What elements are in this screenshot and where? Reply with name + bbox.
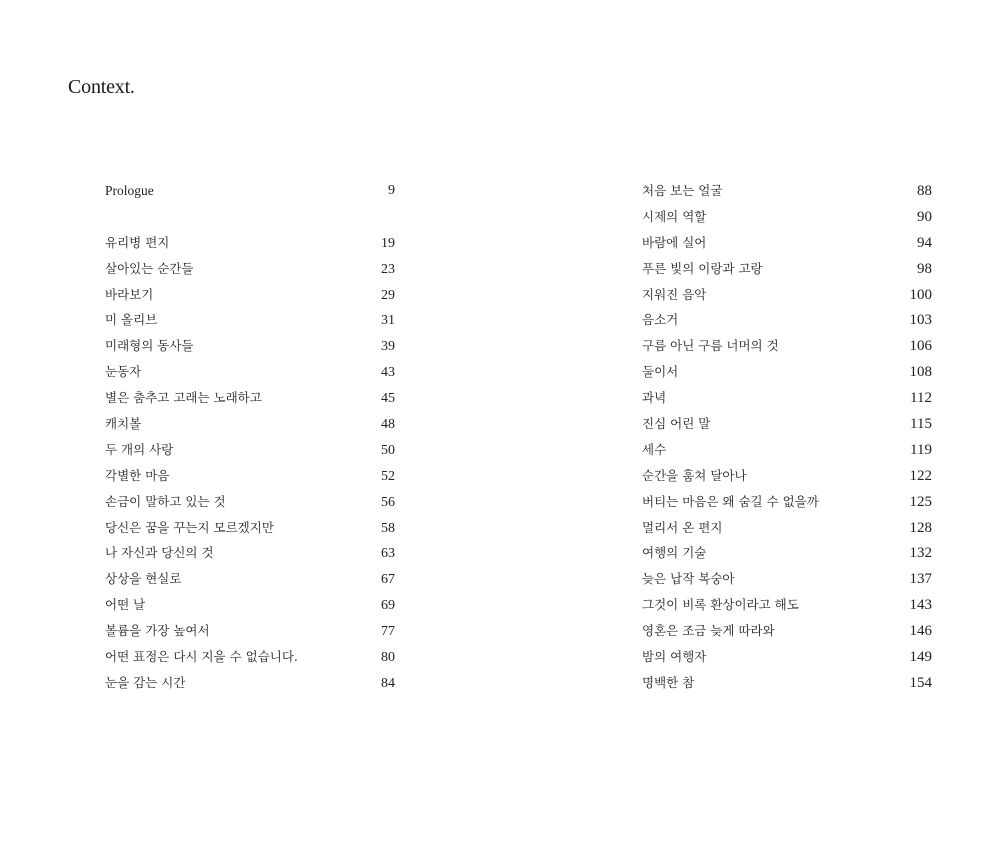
toc-right-column bbox=[642, 178, 932, 696]
toc-entry-page: 90 bbox=[917, 208, 932, 225]
toc-entry[interactable] bbox=[105, 670, 395, 696]
toc-entry-page: 67 bbox=[381, 572, 395, 588]
toc-entry-page: 39 bbox=[381, 339, 395, 355]
toc-entry-title: 당신은 꿈을 꾸는지 모르겠지만 bbox=[105, 519, 274, 535]
toc-entry-page: 112 bbox=[910, 390, 932, 407]
toc-entry-page: 108 bbox=[909, 364, 932, 381]
toc-entry-title: 순간을 훔쳐 달아나 bbox=[642, 467, 747, 483]
toc-entry[interactable] bbox=[642, 204, 932, 230]
toc-entry[interactable] bbox=[642, 359, 932, 385]
toc-entry-title: 둘이서 bbox=[642, 364, 679, 380]
toc-entry-title: 별은 춤추고 고래는 노래하고 bbox=[105, 390, 262, 406]
toc-entry-page: 19 bbox=[381, 235, 395, 251]
toc-entry[interactable] bbox=[642, 463, 932, 489]
toc-entry[interactable] bbox=[642, 592, 932, 618]
toc-entry-page: 80 bbox=[381, 650, 395, 666]
page-title: Context. bbox=[68, 76, 135, 98]
toc-entry[interactable] bbox=[105, 178, 395, 230]
toc-entry-title: 시제의 역할 bbox=[642, 208, 707, 224]
toc-entry[interactable] bbox=[105, 437, 395, 463]
toc-entry-title: 그것이 비록 환상이라고 해도 bbox=[642, 597, 799, 613]
toc-entry-title: 바람에 실어 bbox=[642, 234, 707, 250]
toc-entry-title: 구름 아닌 구름 너머의 것 bbox=[642, 338, 779, 354]
toc-entry[interactable] bbox=[105, 540, 395, 566]
toc-entry-title: 세수 bbox=[642, 441, 667, 457]
toc-entry[interactable] bbox=[642, 437, 932, 463]
toc-entry[interactable] bbox=[642, 178, 932, 204]
toc-entry-page: 50 bbox=[381, 442, 395, 458]
toc-entry[interactable] bbox=[105, 307, 395, 333]
toc-entry[interactable] bbox=[105, 333, 395, 359]
toc-entry-page: 45 bbox=[381, 391, 395, 407]
toc-entry[interactable] bbox=[105, 230, 395, 256]
toc-entry-title: 멀리서 온 편지 bbox=[642, 519, 723, 535]
toc-entry-page: 149 bbox=[909, 649, 932, 666]
toc-entry[interactable] bbox=[642, 515, 932, 541]
toc-entry-page: 106 bbox=[909, 338, 932, 355]
toc-entry-title: 눈을 감는 시간 bbox=[105, 674, 186, 690]
toc-entry-title: 두 개의 사랑 bbox=[105, 441, 174, 457]
toc-entry-page: 146 bbox=[909, 623, 932, 640]
toc-entry-page: 128 bbox=[909, 519, 932, 536]
toc-entry-title: 진심 어린 말 bbox=[642, 416, 711, 432]
toc-entry[interactable] bbox=[105, 592, 395, 618]
toc-entry-title: 여행의 기술 bbox=[642, 545, 707, 561]
toc-entry-page: 88 bbox=[917, 183, 932, 199]
toc-entry[interactable] bbox=[105, 644, 395, 670]
toc-entry[interactable] bbox=[642, 230, 932, 256]
toc-entry-title: 상상을 현실로 bbox=[105, 571, 182, 587]
toc-entry[interactable] bbox=[105, 282, 395, 308]
toc-entry-page: 98 bbox=[917, 260, 932, 277]
toc-entry-title: 나 자신과 당신의 것 bbox=[105, 545, 214, 561]
toc-entry-title: 버티는 마음은 왜 숨길 수 없을까 bbox=[642, 493, 819, 509]
toc-entry-page: 122 bbox=[909, 467, 932, 484]
toc-entry[interactable] bbox=[642, 385, 932, 411]
toc-entry-page: 125 bbox=[909, 493, 932, 510]
toc-entry-title: 명백한 참 bbox=[642, 674, 695, 690]
toc-entry-page: 103 bbox=[909, 312, 932, 329]
toc-entry-title: 유리병 편지 bbox=[105, 234, 170, 250]
toc-entry-page: 43 bbox=[381, 365, 395, 381]
toc-entry-page: 29 bbox=[381, 287, 395, 303]
toc-left-column bbox=[105, 178, 395, 696]
toc-entry-page: 48 bbox=[381, 417, 395, 433]
toc-entry[interactable] bbox=[642, 644, 932, 670]
toc-entry-title: 처음 보는 얼굴 bbox=[642, 183, 723, 198]
toc-entry[interactable] bbox=[642, 256, 932, 282]
toc-entry-title: 과녁 bbox=[642, 390, 667, 406]
toc-entry-page: 31 bbox=[381, 313, 395, 329]
toc-entry-page: 115 bbox=[910, 416, 932, 433]
toc-entry-title: Prologue bbox=[105, 183, 154, 198]
toc-entry-page: 137 bbox=[909, 571, 932, 588]
toc-entry[interactable] bbox=[105, 618, 395, 644]
toc-entry[interactable] bbox=[642, 489, 932, 515]
toc-entry-page: 119 bbox=[910, 441, 932, 458]
toc-entry[interactable] bbox=[105, 359, 395, 385]
toc-entry-page: 143 bbox=[909, 597, 932, 614]
toc-entry-page: 100 bbox=[909, 286, 932, 303]
toc-entry-page: 154 bbox=[909, 674, 932, 691]
toc-entry-title: 어떤 표정은 다시 지을 수 없습니다. bbox=[105, 649, 298, 665]
toc-entry-page: 63 bbox=[381, 546, 395, 562]
toc-entry-title: 영혼은 조금 늦게 따라와 bbox=[642, 623, 775, 639]
toc-entry-page: 23 bbox=[381, 261, 395, 277]
toc-entry-title: 밤의 여행자 bbox=[642, 649, 707, 665]
toc-entry-title: 지워진 음악 bbox=[642, 286, 707, 302]
toc-entry-title: 각별한 마음 bbox=[105, 467, 170, 483]
toc-entry-page: 56 bbox=[381, 494, 395, 510]
toc-entry-page: 69 bbox=[381, 598, 395, 614]
toc-entry-title: 눈동자 bbox=[105, 364, 142, 380]
toc-entry[interactable] bbox=[642, 670, 932, 696]
toc-entry-title: 바라보기 bbox=[105, 286, 154, 302]
toc-entry[interactable] bbox=[105, 385, 395, 411]
toc-entry-page: 52 bbox=[381, 468, 395, 484]
toc-entry-title: 푸른 빛의 이랑과 고랑 bbox=[642, 260, 763, 276]
toc-entry-page: 58 bbox=[381, 520, 395, 536]
toc-entry-title: 미 올리브 bbox=[105, 312, 158, 328]
toc-entry-title: 미래형의 동사들 bbox=[105, 338, 194, 354]
toc-entry[interactable] bbox=[642, 618, 932, 644]
toc-entry-page: 94 bbox=[917, 234, 932, 251]
toc-entry-page: 77 bbox=[381, 624, 395, 640]
toc-entry-title: 늦은 납작 복숭아 bbox=[642, 571, 735, 587]
toc-entry-page: 84 bbox=[381, 675, 395, 691]
toc-entry[interactable] bbox=[642, 307, 932, 333]
toc-entry[interactable] bbox=[105, 489, 395, 515]
toc-entry[interactable] bbox=[105, 463, 395, 489]
toc-entry[interactable] bbox=[642, 282, 932, 308]
toc-entry-title: 손금이 말하고 있는 것 bbox=[105, 493, 226, 509]
toc-entry[interactable] bbox=[642, 411, 932, 437]
toc-entry[interactable] bbox=[642, 540, 932, 566]
toc-entry[interactable] bbox=[105, 566, 395, 592]
toc-entry[interactable] bbox=[105, 256, 395, 282]
toc-entry-title: 어떤 날 bbox=[105, 597, 146, 613]
toc-entry[interactable] bbox=[105, 515, 395, 541]
toc-entry[interactable] bbox=[642, 566, 932, 592]
toc-entry-page: 9 bbox=[388, 183, 395, 198]
toc-entry-title: 캐치볼 bbox=[105, 416, 142, 432]
toc-entry-page: 132 bbox=[909, 545, 932, 562]
toc-entry[interactable] bbox=[105, 411, 395, 437]
toc-entry-title: 음소거 bbox=[642, 312, 679, 328]
toc-entry-title: 살아있는 순간들 bbox=[105, 260, 194, 276]
toc-entry-title: 볼륨을 가장 높여서 bbox=[105, 623, 210, 639]
toc-entry[interactable] bbox=[642, 333, 932, 359]
